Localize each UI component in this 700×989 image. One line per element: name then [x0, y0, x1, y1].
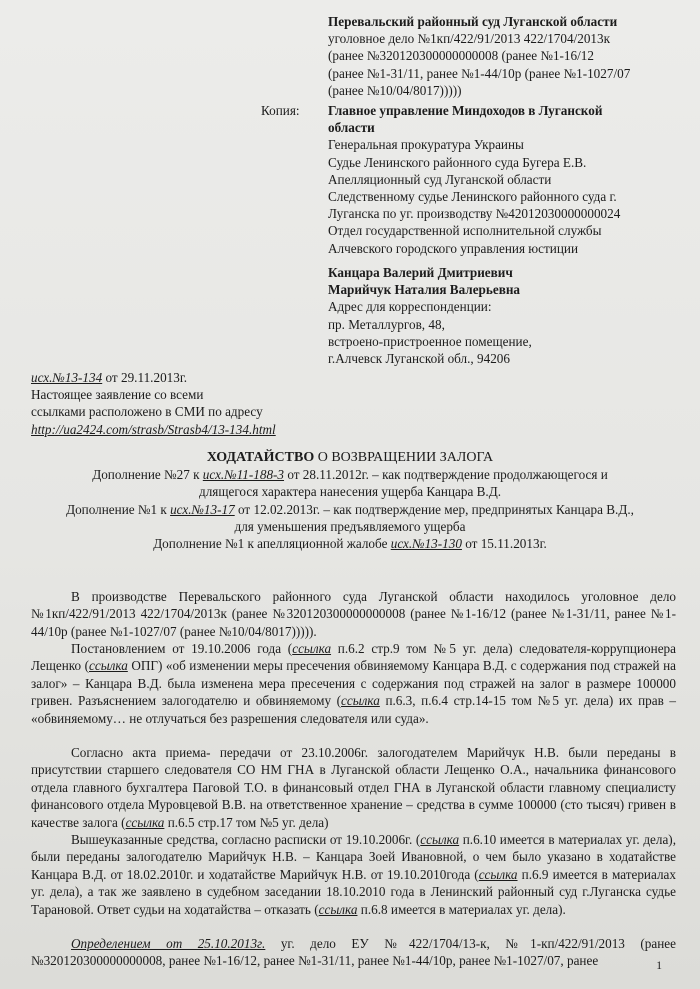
paragraph-text: Постановлением от 19.10.2006 года (: [71, 641, 293, 656]
outgoing-block: [31, 369, 361, 438]
copy-main-recipient: Главное управление Миндоходов в Луганской: [328, 103, 603, 118]
address-line: встроено-пристроенное помещение,: [328, 333, 532, 349]
outgoing-note: ссылками расположено в СМИ по адресу: [31, 404, 263, 420]
title-block: [20, 449, 680, 552]
addendum-text: для уменьшения предъявляемого ущерба: [234, 518, 466, 534]
case-number-line: (ранее №320120300000000008 (ранее №1-16/12: [328, 48, 594, 64]
paragraph-1: [31, 588, 676, 640]
addendum-ref-link[interactable]: исх.№11-188-3: [202, 467, 285, 483]
copy-recipient: Судье Ленинского районного суда Бугера Е.В.: [328, 154, 587, 170]
reference-link[interactable]: ссылка: [478, 866, 518, 882]
paragraph-text: Согласно акта приема- передачи от 23.10.2006г. залогодателем Марийчук Н.В. были переданы в присутствии старшего следователя СО НМ ГНА в Луганской области Лещенко О.А., начальника финансового отдела главного бухгалтера Паговой Т.О. в финансовый отдел ГНА в Луганской области главному специалисту финансового отдела Муровцевой В.В. на ответственное хранение – средства в сумме 100000 (сто тысяч) гривен в качестве залога (: [31, 745, 676, 830]
paragraph-text: В производстве Перевальского районного суда Луганской области находилось уголовное дело №1кп/422/91/2013 422/1704/2013к (ранее №320120300000000008 (ранее №1-16/12 (ранее №1-31/11, ранее №1-44/10р (ранее №1-1027/07 (ранее №10/04/8017))))).: [31, 589, 676, 639]
reference-link[interactable]: ссылка: [125, 814, 165, 830]
reference-link[interactable]: ссылка: [89, 658, 128, 674]
copy-recipient: Луганска по уг. производству №42012030000000024: [328, 206, 621, 222]
paragraph-4: [31, 831, 676, 918]
paragraph-text: Вышеуказанные средства, согласно расписки от 19.10.2006г. (: [71, 832, 421, 847]
case-number-line: (ранее №10/04/8017))))): [328, 82, 462, 98]
outgoing-date: от 29.11.2013г.: [102, 370, 188, 385]
copy-recipient: Алчевского городского управления юстиции: [328, 240, 578, 256]
case-number-line: уголовное дело №1кп/422/91/2013 422/1704/2013к: [328, 31, 611, 47]
copy-recipient: Отдел государственной исполнительной службы: [328, 223, 602, 239]
reference-link[interactable]: ссылка: [292, 641, 332, 656]
paragraph-5: [31, 935, 676, 970]
address-line: Адрес для корреспонденции:: [328, 299, 492, 315]
addendum-text: от 15.11.2013г.: [461, 536, 547, 552]
document-title-rest: О ВОЗВРАЩЕНИИ ЗАЛОГА: [314, 450, 494, 465]
addendum-text: длящегося характера нанесения ущерба Канцара В.Д.: [198, 484, 502, 500]
ruling-date: Определением от 25.10.2013г.: [71, 936, 266, 951]
copy-main-recipient-cont: области: [328, 120, 375, 136]
page-number: 1: [656, 960, 662, 972]
addendum-text: от 12.02.2013г. – как подтверждение мер, предпринятых Канцара В.Д.,: [234, 501, 634, 517]
paragraph-text: п.6.2 стр.9 том №5 уг. дела) следователя-коррупционера Лещенко (: [31, 641, 677, 674]
reference-link[interactable]: ссылка: [318, 901, 358, 917]
sender-block: [328, 264, 688, 367]
paragraph-text: п.6.9 имеется в материалах уг. дела), а так же заявлено в судебном заседании 18.10.2010 года в Ленинский районный суд г.Луганска судье Тарановой. Ответ судьи на ходатайства – отказать (: [31, 866, 676, 917]
addendum-text: Дополнение №1 к апелляционной жалобе: [153, 536, 391, 552]
addendum-text: от 28.11.2012г. – как подтверждение продолжающегося и: [284, 467, 608, 483]
copy-recipients: [328, 102, 688, 257]
outgoing-note: Настоящее заявление со всеми: [31, 387, 204, 403]
addendum-ref-link[interactable]: исх.№13-130: [390, 536, 462, 552]
reference-link[interactable]: ссылка: [341, 693, 380, 709]
sender-name: Марийчук Наталия Валерьевна: [328, 282, 521, 298]
addendum-text: Дополнение №1 к: [66, 501, 171, 517]
outgoing-ref-link[interactable]: исх.№13-134: [31, 370, 103, 385]
sender-name: Канцара Валерий Дмитриевич: [328, 265, 513, 280]
paragraph-text: п.6.3, п.6.4 стр.14-15 том №5 уг. дела) их прав – «обвиняемому… не отлучаться без разрешения следователя или суда».: [31, 693, 677, 726]
addendum-ref-link[interactable]: исх.№13-17: [170, 501, 235, 517]
copy-recipient: Апелляционный суд Луганской области: [328, 171, 552, 187]
paragraph-2: [31, 640, 676, 727]
paragraph-text: уг. дело ЕУ №422/1704/13-к, №1-кп/422/91/2013 (ранее №320120300000000008, ранее №1-16/12, ранее №1-31/11, ранее №1-44/10р, ранее №1-1027/07, ранее: [31, 936, 676, 969]
paragraph-text: п.6.5 стр.17 том №5 уг. дела): [164, 814, 329, 830]
address-line: пр. Металлургов, 48,: [328, 316, 445, 332]
paragraph-text: ОПГ) «об изменении меры пресечения обвиняемому Канцара В.Д. с содержания под стражей на залог» – Канцара В.Д. была изменена мера пресечения с содержания под стражей на залог в размере 100000 гривен. Разъяснением залогодателю и обвиняемому (: [31, 658, 676, 709]
paragraph-text: п.6.8 имеется в материалах уг. дела).: [357, 901, 566, 917]
outgoing-url-link[interactable]: http://ua2424.com/strasb/Strasb4/13-134.html: [31, 421, 276, 437]
case-number-line: (ранее №1-31/11, ранее №1-44/10р (ранее №1-1027/07: [328, 65, 631, 81]
reference-link[interactable]: ссылка: [420, 832, 460, 847]
document-title: ХОДАТАЙСТВО: [206, 450, 315, 465]
copy-recipient: Следственному судье Ленинского районного суда г.: [328, 189, 617, 205]
copy-label: Копия:: [261, 103, 300, 118]
addendum-text: Дополнение №27 к: [92, 467, 203, 483]
address-line: г.Алчевск Луганской обл., 94206: [328, 351, 510, 367]
paragraph-text: п.6.10 имеется в материалах уг. дела), были переданы залогодателю Марийчук Н.В. – Канцара Зоей Ивановной, о чем было указано в ходатайстве Канцара В.Д. от 18.02.2010г. и ходатайстве Марийчук Н.В. от 19.10.2010года (: [31, 832, 676, 882]
addressee-block: [328, 13, 688, 99]
copy-recipient: Генеральная прокуратура Украины: [328, 137, 524, 153]
court-name: Перевальский районный суд Луганской области: [328, 14, 618, 29]
paragraph-3: [31, 744, 676, 831]
